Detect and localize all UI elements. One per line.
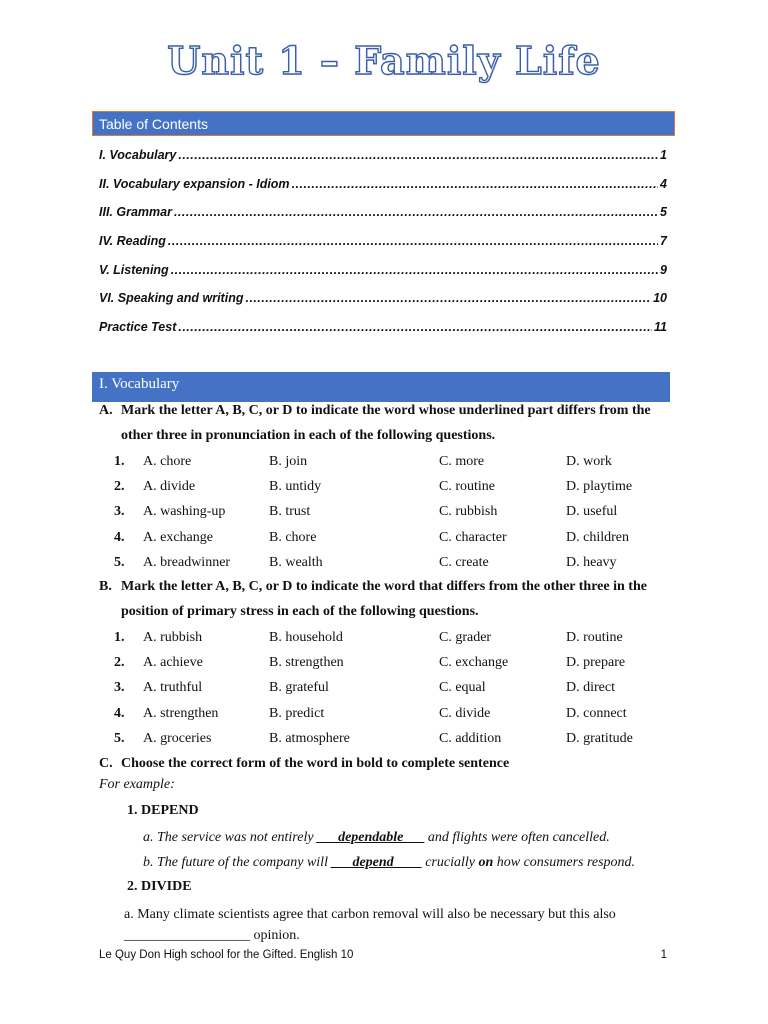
option-a: A. exchange [143,529,213,545]
toc-label: Practice Test [99,320,177,335]
table-of-contents [99,148,667,349]
part-letter: C. [99,756,113,771]
example-sentence [143,855,635,871]
option-c: C. divide [439,705,491,721]
option-a: A. breadwinner [143,554,231,570]
toc-leader [171,263,658,277]
option-d: D. direct [566,680,615,696]
page-title: Unit 1 – Family Life [167,38,601,83]
toc-label: V. Listening [99,262,169,277]
toc-item-idiom[interactable] [99,177,667,206]
toc-item-vocabulary[interactable] [99,148,667,177]
toc-item-practice-test[interactable] [99,320,667,349]
option-c: C. routine [439,479,495,495]
toc-leader [245,291,651,305]
toc-header: Table of Contents [92,111,675,136]
option-b: B. grateful [269,680,329,696]
toc-label: II. Vocabulary expansion - Idiom [99,176,290,191]
option-d: D. children [566,529,629,545]
part-a-instruction [99,398,669,448]
question-number: 5. [114,554,125,570]
option-d: D. playtime [566,479,633,495]
option-c: C. more [439,454,485,469]
instruction-line: Mark the letter A, B, C, or D to indicate the word that differs from the other three in the [121,579,647,594]
sentence-text: crucially [421,855,479,870]
section-heading: I. Vocabulary [92,372,670,402]
option-b: B. join [269,454,308,469]
option-a: A. divide [143,479,196,495]
option-c: C. exchange [439,655,509,671]
option-a: A. rubbish [143,630,203,645]
option-c: C. create [439,554,489,570]
toc-page: 1 [660,148,667,162]
exercise-paragraph: a. Many climate scientists agree that carbon removal will also be necessary but this also [124,907,616,922]
toc-item-grammar[interactable] [99,205,667,234]
answer-blank: ___dependable___ [317,830,425,845]
part-c-instruction [99,751,669,776]
toc-page: 4 [660,176,667,191]
part-letter: A. [99,403,113,418]
question-number: 1. [114,454,125,469]
option-a: A. washing-up [143,504,226,520]
footer-school: Le Quy Don High school for the Gifted. English 10 [99,949,354,961]
toc-item-speaking-writing[interactable] [99,291,667,320]
toc-leader [292,177,658,191]
example-sentence [143,830,610,846]
answer-blank: ___depend____ [331,855,422,870]
toc-leader [168,234,658,248]
sentence-text: how consumers respond. [493,855,636,870]
option-b: B. household [269,630,343,645]
toc-page: 10 [653,291,667,306]
option-d: D. connect [566,705,627,721]
instruction-line: other three in pronunciation in each of the following questions. [121,428,496,443]
question-number: 2. [114,479,125,495]
question-number: 4. [114,529,125,545]
toc-item-listening[interactable] [99,263,667,292]
option-a: A. truthful [143,680,203,696]
toc-leader [174,205,658,219]
part-b-instruction [99,574,669,624]
option-d: D. prepare [566,655,626,671]
example-label: For example: [99,777,175,792]
exercise-blank-line: __________________ opinion. [124,928,300,943]
toc-label: VI. Speaking and writing [99,291,244,306]
sentence-text: a. The service was not entirely [143,830,318,845]
toc-page: 7 [660,234,667,249]
option-c: C. rubbish [439,504,498,520]
question-number: 3. [114,680,125,696]
word-heading: 1. DEPEND [127,803,199,818]
page-footer [99,949,667,961]
option-b: B. strengthen [269,655,344,671]
question-number: 3. [114,504,125,520]
option-a: A. chore [143,454,192,469]
option-d: D. work [566,454,612,469]
question-number: 1. [114,630,125,645]
option-d: D. useful [566,504,618,520]
question-number: 5. [114,730,125,746]
sentence-text: b. The future of the company will [143,855,332,870]
question-number: 4. [114,705,125,721]
toc-page: 11 [654,320,667,335]
option-b: B. untidy [269,479,322,495]
toc-item-reading[interactable] [99,234,667,263]
toc-page: 5 [660,205,667,220]
instruction-line: Mark the letter A, B, C, or D to indicate the word whose underlined part differs from the [121,403,651,418]
instruction-line: Choose the correct form of the word in bold to complete sentence [121,756,510,771]
option-c: C. character [439,529,507,545]
question-number: 2. [114,655,125,671]
option-a: A. achieve [143,655,203,671]
toc-leader [178,320,652,334]
bold-word: on [478,855,494,870]
toc-label: III. Grammar [99,205,172,220]
toc-label: I. Vocabulary [99,148,177,162]
option-c: C. addition [439,730,502,746]
option-b: B. atmosphere [269,730,350,746]
toc-page: 9 [660,262,667,277]
toc-label: IV. Reading [99,234,166,249]
option-c: C. equal [439,680,486,696]
option-d: D. routine [566,630,623,645]
option-a: A. strengthen [143,705,219,721]
instruction-line: position of primary stress in each of the following questions. [121,604,479,619]
option-b: B. trust [269,504,311,520]
option-d: D. gratitude [566,730,633,746]
option-d: D. heavy [566,554,617,570]
word-heading: 2. DIVIDE [127,879,192,894]
option-b: B. chore [269,529,317,545]
option-c: C. grader [439,630,492,645]
option-b: B. wealth [269,554,323,570]
toc-leader [178,148,658,162]
option-b: B. predict [269,705,325,721]
option-a: A. groceries [143,730,212,746]
sentence-text: and flights were often cancelled. [424,830,610,845]
part-letter: B. [99,579,112,594]
footer-page-number: 1 [660,949,667,961]
